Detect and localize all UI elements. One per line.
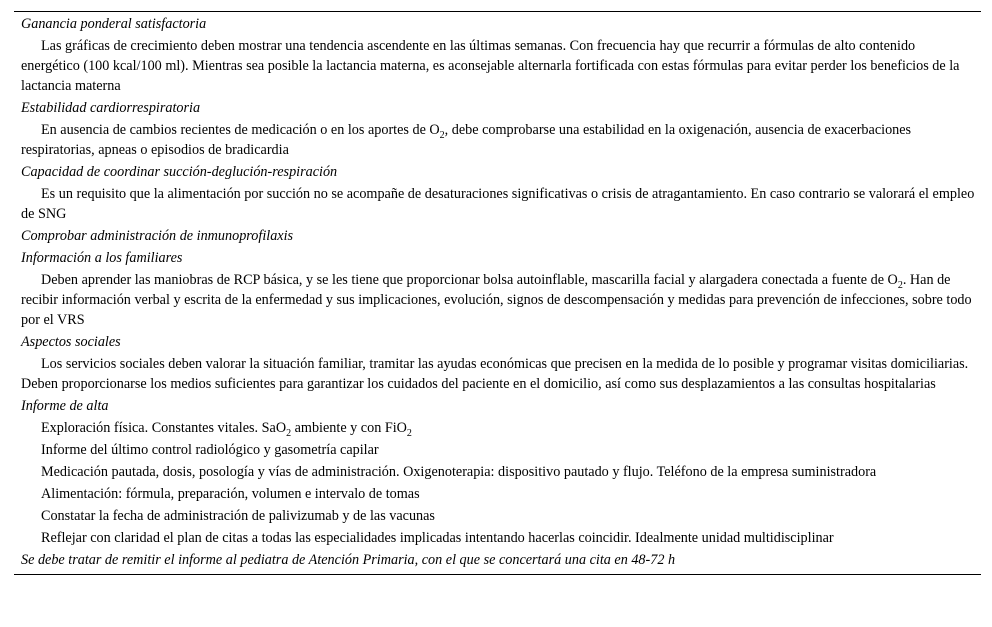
subscript: 2 (406, 428, 412, 439)
section-paragraph-aspectos-sociales: Los servicios sociales deben valorar la situación familiar, tramitar las ayudas económicas que precisen en la medida de lo posible y programar visitas domiciliarias. Deben proporcionarse los medios suficientes para garantizar los cuidados del paciente en el domicilio, así como sus desplazamientos a las consultas hospitalarias (21, 356, 969, 392)
informe-alta-item-radiologico: Informe del último control radiológico y gasometría capilar (41, 442, 379, 458)
section-heading-informacion-familiares: Información a los familiares (21, 250, 183, 266)
subscript: 2 (286, 428, 292, 439)
informe-alta-item-citas: Reflejar con claridad el plan de citas a todas las especialidades implicadas intentando hacerlas coincidir. Idealmente unidad multidisciplinar (41, 530, 834, 546)
section-heading-estabilidad-cardiorrespiratoria: Estabilidad cardiorrespiratoria (21, 100, 201, 116)
informe-alta-item-exploracion (14, 417, 981, 439)
informe-alta-item-vacunas: Constatar la fecha de administración de palivizumab y de las vacunas (41, 508, 435, 524)
footer-note: Se debe tratar de remitir el informe al pediatra de Atención Primaria, con el que se concertará una cita en 48-72 h (21, 552, 676, 568)
text-fragment: . Han de recibir información verbal y escrita de la enfermedad y sus implicaciones, evolución, signos de descompensación y medidas para prevención de infecciones, sobre todo por el VRS (21, 272, 972, 328)
informe-alta-item-alimentacion: Alimentación: fórmula, preparación, volumen e intervalo de tomas (41, 486, 420, 502)
section-heading-ganancia-ponderal: Ganancia ponderal satisfactoria (21, 16, 207, 32)
section-paragraph-informacion-familiares (14, 269, 981, 331)
section-heading-inmunoprofilaxis: Comprobar administración de inmunoprofilaxis (21, 228, 294, 244)
section-heading-coordinacion-succion: Capacidad de coordinar succión-deglución-respiración (21, 164, 338, 180)
informe-alta-item-medicacion: Medicación pautada, dosis, posología y vías de administración. Oxigenoterapia: dispositivo pautado y flujo. Teléfono de la empresa suministradora (41, 464, 877, 480)
text-fragment: , debe comprobarse una estabilidad en la oxigenación, ausencia de exacerbaciones respiratorias, apneas o episodios de bradicardia (21, 122, 912, 158)
section-heading-aspectos-sociales: Aspectos sociales (21, 334, 121, 350)
section-paragraph-coordinacion-succion: Es un requisito que la alimentación por succión no se acompañe de desaturaciones significativas o crisis de atragantamiento. En caso contrario se valorará el empleo de SNG (21, 186, 975, 222)
subscript: 2 (897, 280, 903, 291)
text-fragment: ambiente y con FiO (291, 420, 407, 436)
subscript: 2 (439, 130, 445, 141)
text-fragment: Deben aprender las maniobras de RCP básica, y se les tiene que proporcionar bolsa autoinflable, mascarilla facial y alargadera conectada a fuente de O (41, 272, 898, 288)
section-paragraph-estabilidad-cardiorrespiratoria (14, 119, 981, 161)
section-heading-informe-alta: Informe de alta (21, 398, 109, 414)
discharge-criteria-table (14, 11, 981, 575)
section-paragraph-ganancia-ponderal: Las gráficas de crecimiento deben mostrar una tendencia ascendente en las últimas semanas. Con frecuencia hay que recurrir a fórmulas de alto contenido energético (100 kcal/100 ml). Mientras sea posible la lactancia materna, es aconsejable alternarla fortificada con estas fórmulas para evitar perder los beneficios de la lactancia materna (21, 38, 960, 94)
text-fragment: Exploración física. Constantes vitales. SaO (41, 420, 287, 436)
text-fragment: En ausencia de cambios recientes de medicación o en los aportes de O (41, 122, 440, 138)
